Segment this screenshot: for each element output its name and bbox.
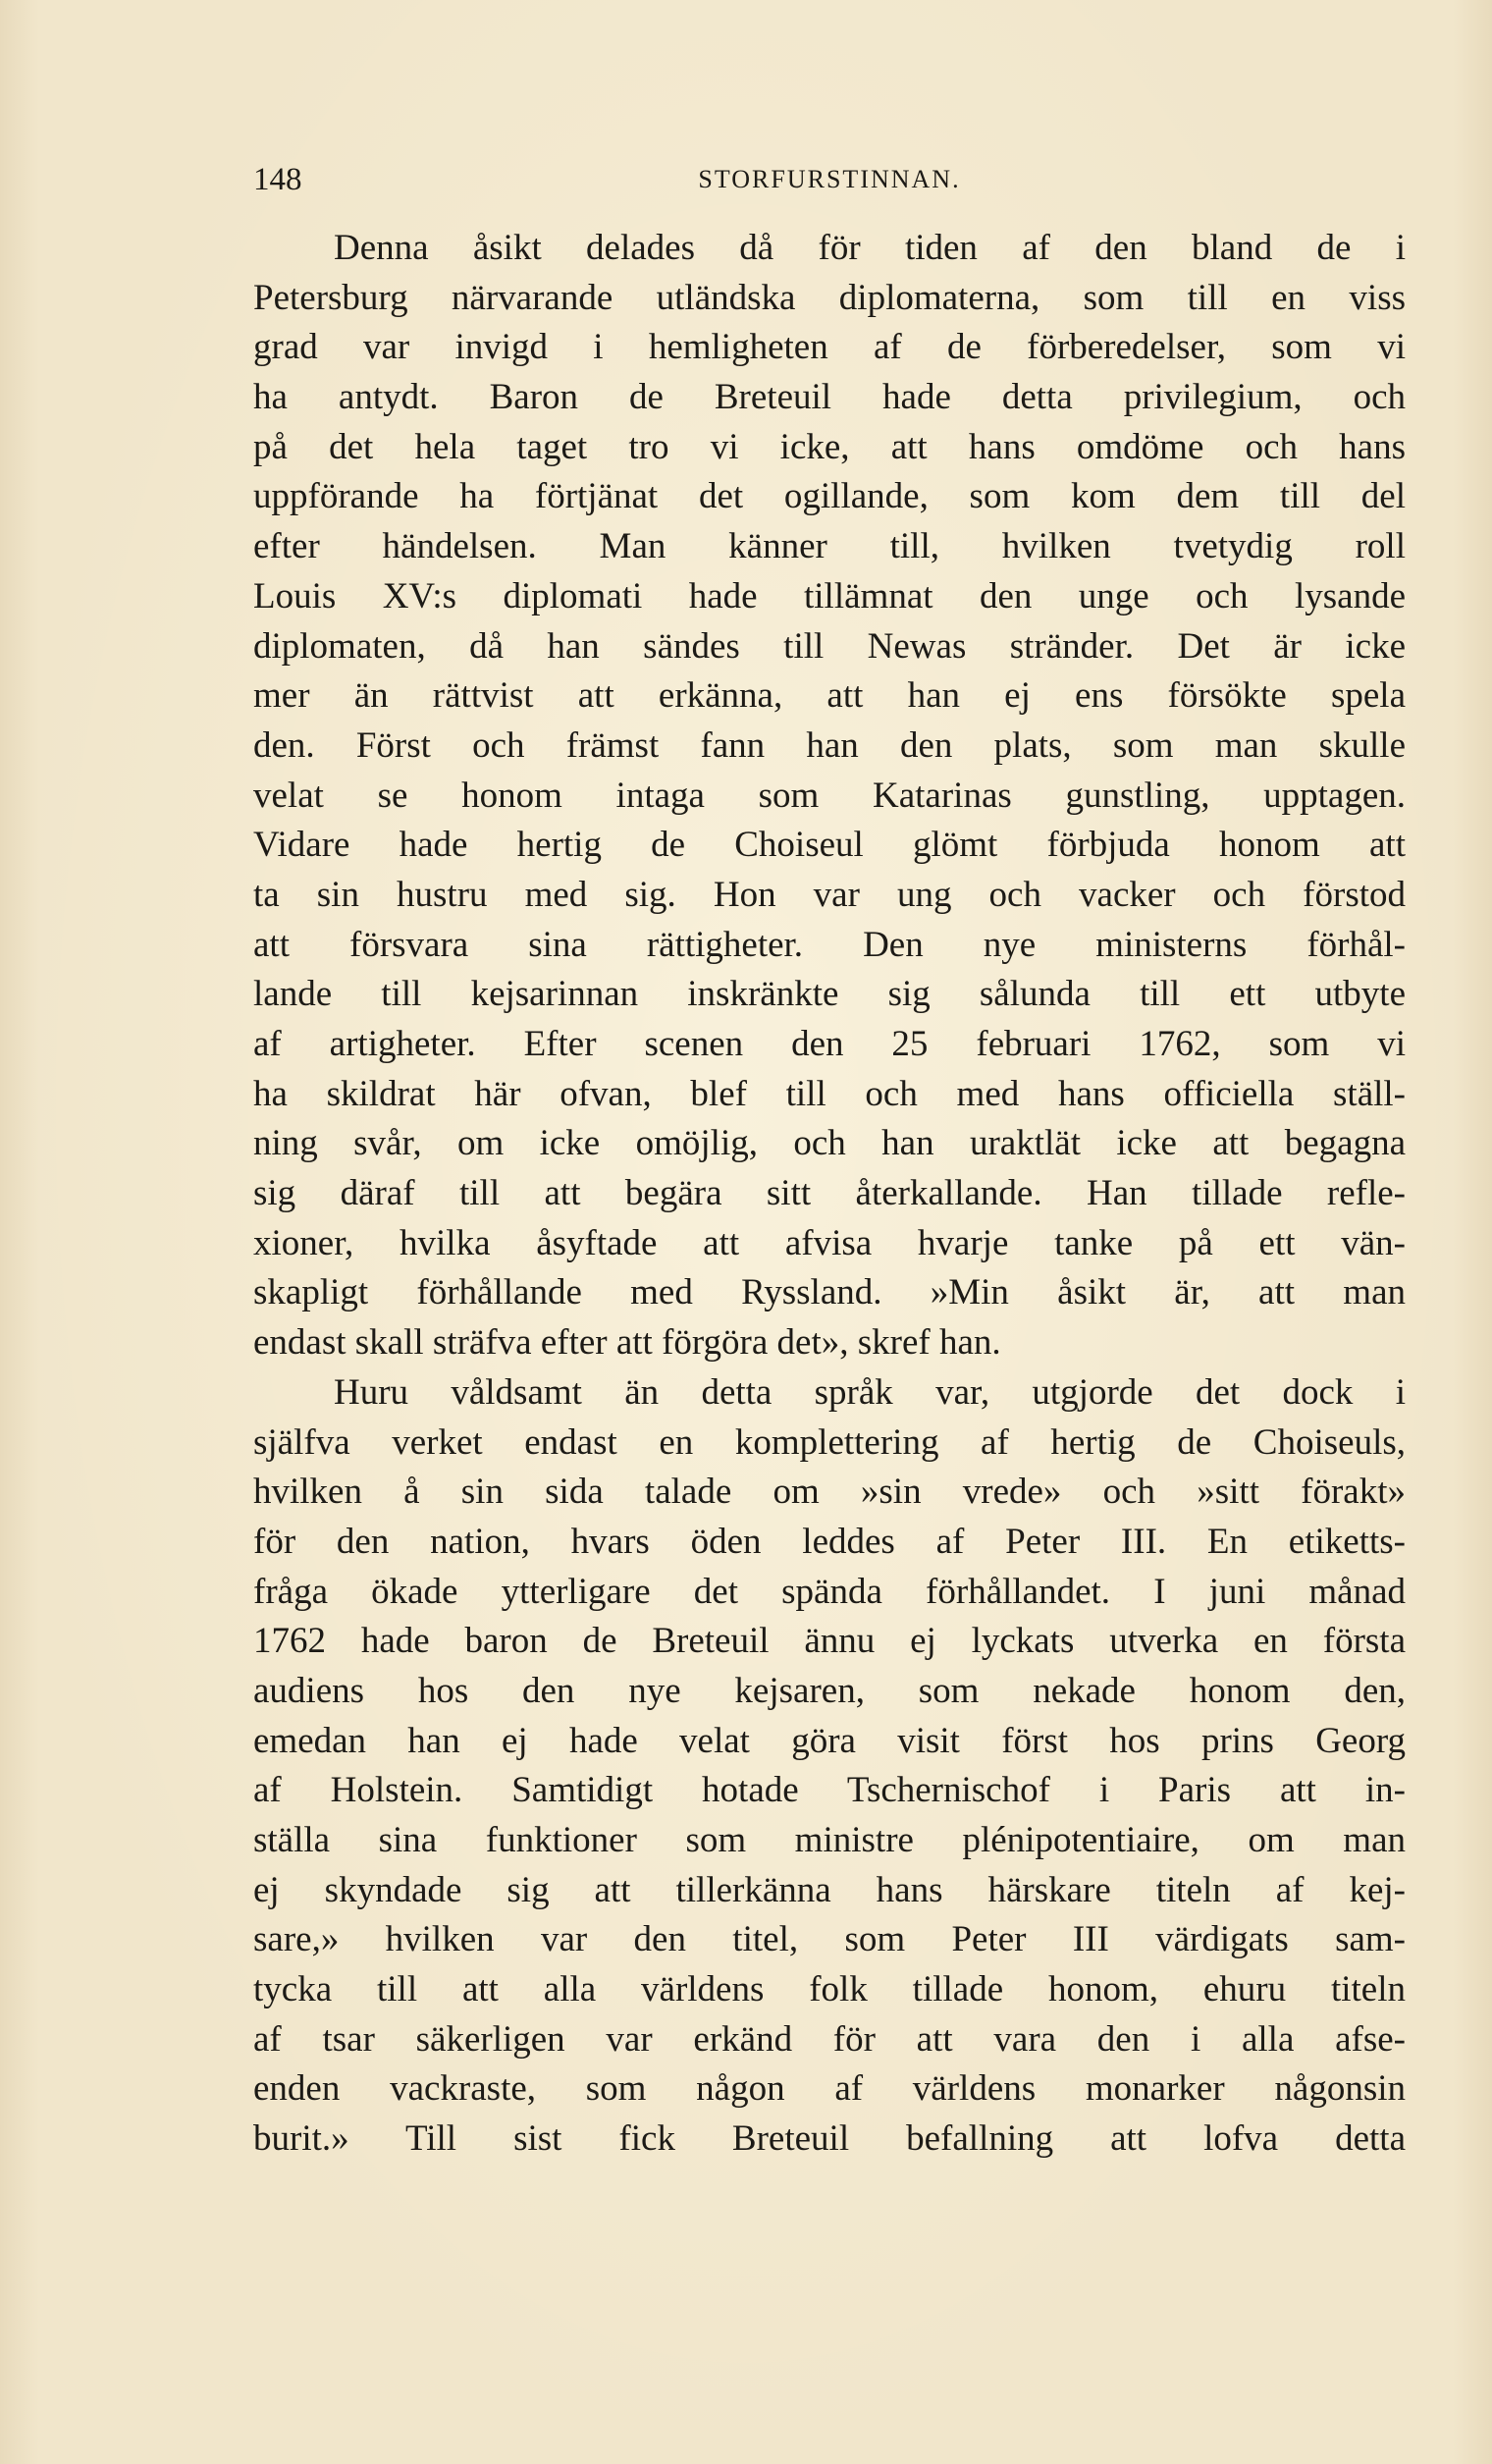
text-line: fråga ökade ytterligare det spända förhållandet. I juni månad xyxy=(253,1571,1406,1612)
text-line: själfva verket endast en komplettering af hertig de Choiseuls, xyxy=(253,1421,1406,1463)
text-line: sare,» hvilken var den titel, som Peter III värdigats sam- xyxy=(253,1919,1406,1960)
text-line: Denna åsikt delades då för tiden af den bland de i xyxy=(334,228,1406,268)
text-line: Petersburg närvarande utländska diplomaterna, som till en viss xyxy=(253,277,1406,318)
text-line: xioner, hvilka åsyftade att afvisa hvarje tanke på ett vän- xyxy=(253,1222,1406,1263)
text-line: Louis XV:s diplomati hade tillämnat den unge och lysande xyxy=(253,575,1406,616)
text-line: tycka till att alla världens folk tillade honom, ehuru titeln xyxy=(253,1969,1406,2010)
text-line: uppförande ha förtjänat det ogillande, som kom dem till del xyxy=(253,476,1406,517)
text-line: på det hela taget tro vi icke, att hans omdöme och hans xyxy=(253,426,1406,467)
text-line: emedan han ej hade velat göra visit först hos prins Georg xyxy=(253,1720,1406,1761)
text-line: af tsar säkerligen var erkänd för att vara den i alla afse- xyxy=(253,2018,1406,2060)
text-line: ta sin hustru med sig. Hon var ung och vacker och förstod xyxy=(253,874,1406,915)
text-line: burit.» Till sist fick Breteuil befallning att lofva detta xyxy=(253,2118,1406,2160)
text-line: velat se honom intaga som Katarinas gunstling, upptagen. xyxy=(253,775,1406,816)
text-line: enden vackraste, som någon af världens monarker någonsin xyxy=(253,2068,1406,2110)
text-line: audiens hos den nye kejsaren, som nekade honom den, xyxy=(253,1670,1406,1711)
text-line: endast skall sträfva efter att förgöra det», skref han. xyxy=(253,1322,1001,1364)
page-number: 148 xyxy=(253,162,302,197)
running-title: STORFURSTINNAN. xyxy=(698,165,961,193)
text-line: hvilken å sin sida talade om »sin vrede» och »sitt förakt» xyxy=(253,1472,1406,1513)
text-line: 1762 hade baron de Breteuil ännu ej lyckats utverka en första xyxy=(253,1621,1406,1662)
page-header xyxy=(253,155,1406,204)
text-line: ställa sina funktioner som ministre plénipotentiaire, om man xyxy=(253,1820,1406,1860)
text-line: grad var invigd i hemligheten af de förberedelser, som vi xyxy=(253,327,1406,368)
text-line: ha skildrat här ofvan, blef till och med hans officiella ställ- xyxy=(253,1073,1406,1114)
text-line: af Holstein. Samtidigt hotade Tschernischof i Paris att in- xyxy=(253,1770,1406,1811)
text-line: efter händelsen. Man känner till, hvilken tvetydig roll xyxy=(253,526,1406,567)
text-line: af artigheter. Efter scenen den 25 februari 1762, som vi xyxy=(253,1024,1406,1064)
text-line: den. Först och främst fann han den plats, som man skulle xyxy=(253,724,1406,766)
text-line: Huru våldsamt än detta språk var, utgjorde det dock i xyxy=(334,1371,1406,1413)
text-line: diplomaten, då han sändes till Newas stränder. Det är icke xyxy=(253,625,1406,667)
text-line: mer än rättvist att erkänna, att han ej ens försökte spela xyxy=(253,675,1406,717)
text-line: sig däraf till att begära sitt återkallande. Han tillade refle- xyxy=(253,1173,1406,1214)
text-line: Vidare hade hertig de Choiseul glömt förbjuda honom att xyxy=(253,825,1406,866)
text-line: skapligt förhållande med Ryssland. »Min åsikt är, att man xyxy=(253,1272,1406,1313)
text-line: ha antydt. Baron de Breteuil hade detta privilegium, och xyxy=(253,377,1406,418)
text-line: att försvara sina rättigheter. Den nye ministerns förhål- xyxy=(253,924,1406,965)
text-line: ning svår, om icke omöjlig, och han uraktlät icke att begagna xyxy=(253,1123,1406,1164)
text-line: för den nation, hvars öden leddes af Peter III. En etiketts- xyxy=(253,1521,1406,1562)
text-line: lande till kejsarinnan inskränkte sig sålunda till ett utbyte xyxy=(253,974,1406,1015)
text-line: ej skyndade sig att tillerkänna hans härskare titeln af kej- xyxy=(253,1869,1406,1910)
body-text xyxy=(253,224,1406,2165)
